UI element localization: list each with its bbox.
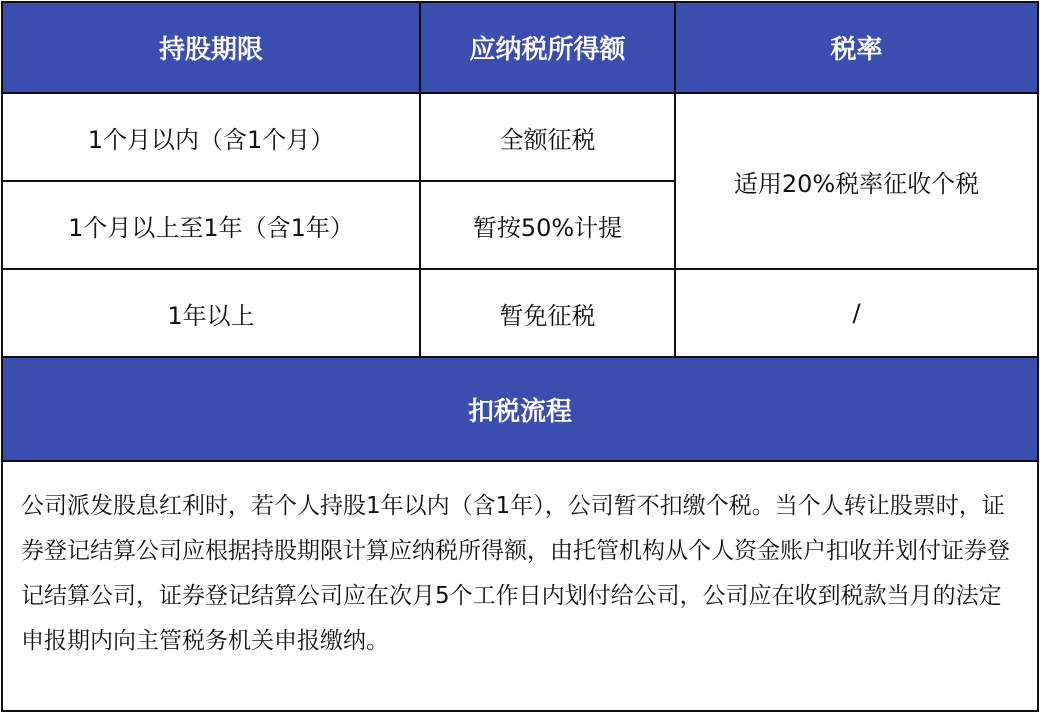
header-tax-rate: 税率: [675, 2, 1038, 93]
header-holding-period: 持股期限: [2, 2, 420, 93]
dividend-tax-table: [1, 1, 1039, 712]
period-cell: 1个月以上至1年（含1年）: [2, 181, 420, 269]
period-cell: 1年以上: [2, 269, 420, 357]
taxable-cell: 全额征税: [420, 93, 675, 181]
table-row: [2, 269, 1038, 357]
table-row: [2, 93, 1038, 181]
rate-cell: /: [675, 269, 1038, 357]
section-body-row: [2, 461, 1038, 711]
shared-rate-cell: 适用20%税率征收个税: [675, 93, 1038, 269]
period-cell: 1个月以内（含1个月）: [2, 93, 420, 181]
header-taxable-income: 应纳税所得额: [420, 2, 675, 93]
section-body-text: 公司派发股息红利时，若个人持股1年以内（含1年），公司暂不扣缴个税。当个人转让股票时，证券登记结算公司应根据持股期限计算应纳税所得额，由托管机构从个人资金账户扣收并划付证券登记结算公司，证券登记结算公司应在次月5个工作日内划付给公司，公司应在收到税款当月的法定申报期内向主管税务机关申报缴纳。: [2, 461, 1038, 711]
section-title: 扣税流程: [2, 357, 1038, 461]
taxable-cell: 暂按50%计提: [420, 181, 675, 269]
table-header-row: [2, 2, 1038, 93]
section-header-row: [2, 357, 1038, 461]
taxable-cell: 暂免征税: [420, 269, 675, 357]
